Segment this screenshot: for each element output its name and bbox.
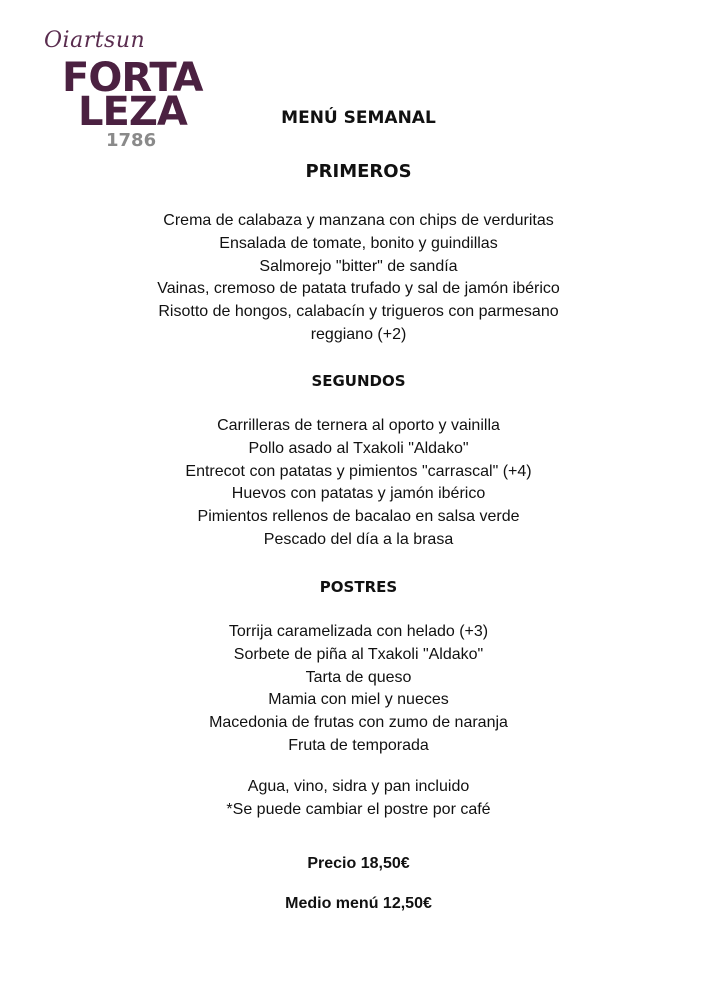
menu-item: Pollo asado al Txakoli "Aldako" — [248, 439, 469, 457]
primeros-list — [0, 210, 705, 347]
note-text: Agua, vino, sidra y pan incluido — [247, 778, 470, 795]
menu-item: Fruta de temporada — [288, 736, 429, 754]
menu-title: MENÚ SEMANAL — [281, 108, 436, 128]
menu-item: Ensalada de tomate, bonito y guindillas — [219, 234, 498, 252]
menu-item: Entrecot con patatas y pimientos "carrascal" (+4) — [185, 462, 532, 480]
segundos-heading: SEGUNDOS — [311, 372, 406, 390]
logo-word-line2: LEZA — [78, 89, 187, 135]
menu-item: Pimientos rellenos de bacalao en salsa verde — [197, 508, 520, 526]
logo-word-line1: FORTA — [62, 55, 203, 101]
menu-item: Sorbete de piña al Txakoli "Aldako" — [233, 645, 484, 663]
menu-item: Mamia con miel y nueces — [268, 691, 449, 709]
menu-item: Carrilleras de ternera al oporto y vainilla — [217, 417, 500, 434]
menu-item: reggiano (+2) — [310, 325, 407, 343]
menu-item: Crema de calabaza y manzana con chips de verduritas — [163, 212, 554, 229]
menu-item: Vainas, cremoso de patata trufado y sal de jamón ibérico — [157, 280, 560, 298]
menu-item: Risotto de hongos, calabacín y trigueros con parmesano — [158, 303, 559, 321]
half-menu-price: Medio menú 12,50€ — [285, 895, 432, 912]
menu-item: Salmorejo "bitter" de sandía — [259, 257, 458, 275]
restaurant-logo — [44, 28, 204, 152]
postres-list — [0, 621, 705, 758]
primeros-heading: PRIMEROS — [305, 161, 412, 182]
menu-item: Macedonia de frutas con zumo de naranja — [209, 714, 508, 732]
logo-year: 1786 — [106, 130, 157, 151]
menu-item: Torrija caramelizada con helado (+3) — [228, 623, 489, 640]
notes-list — [0, 776, 705, 822]
note-text: *Se puede cambiar el postre por café — [226, 800, 491, 818]
menu-item: Huevos con patatas y jamón ibérico — [231, 485, 486, 503]
menu-item: Tarta de queso — [305, 668, 412, 686]
logo-script-text: Oiartsun — [44, 28, 146, 53]
menu-item: Pescado del día a la brasa — [263, 530, 454, 548]
menu-price: Precio 18,50€ — [307, 855, 410, 872]
postres-heading: POSTRES — [319, 578, 398, 596]
segundos-list — [0, 415, 705, 552]
